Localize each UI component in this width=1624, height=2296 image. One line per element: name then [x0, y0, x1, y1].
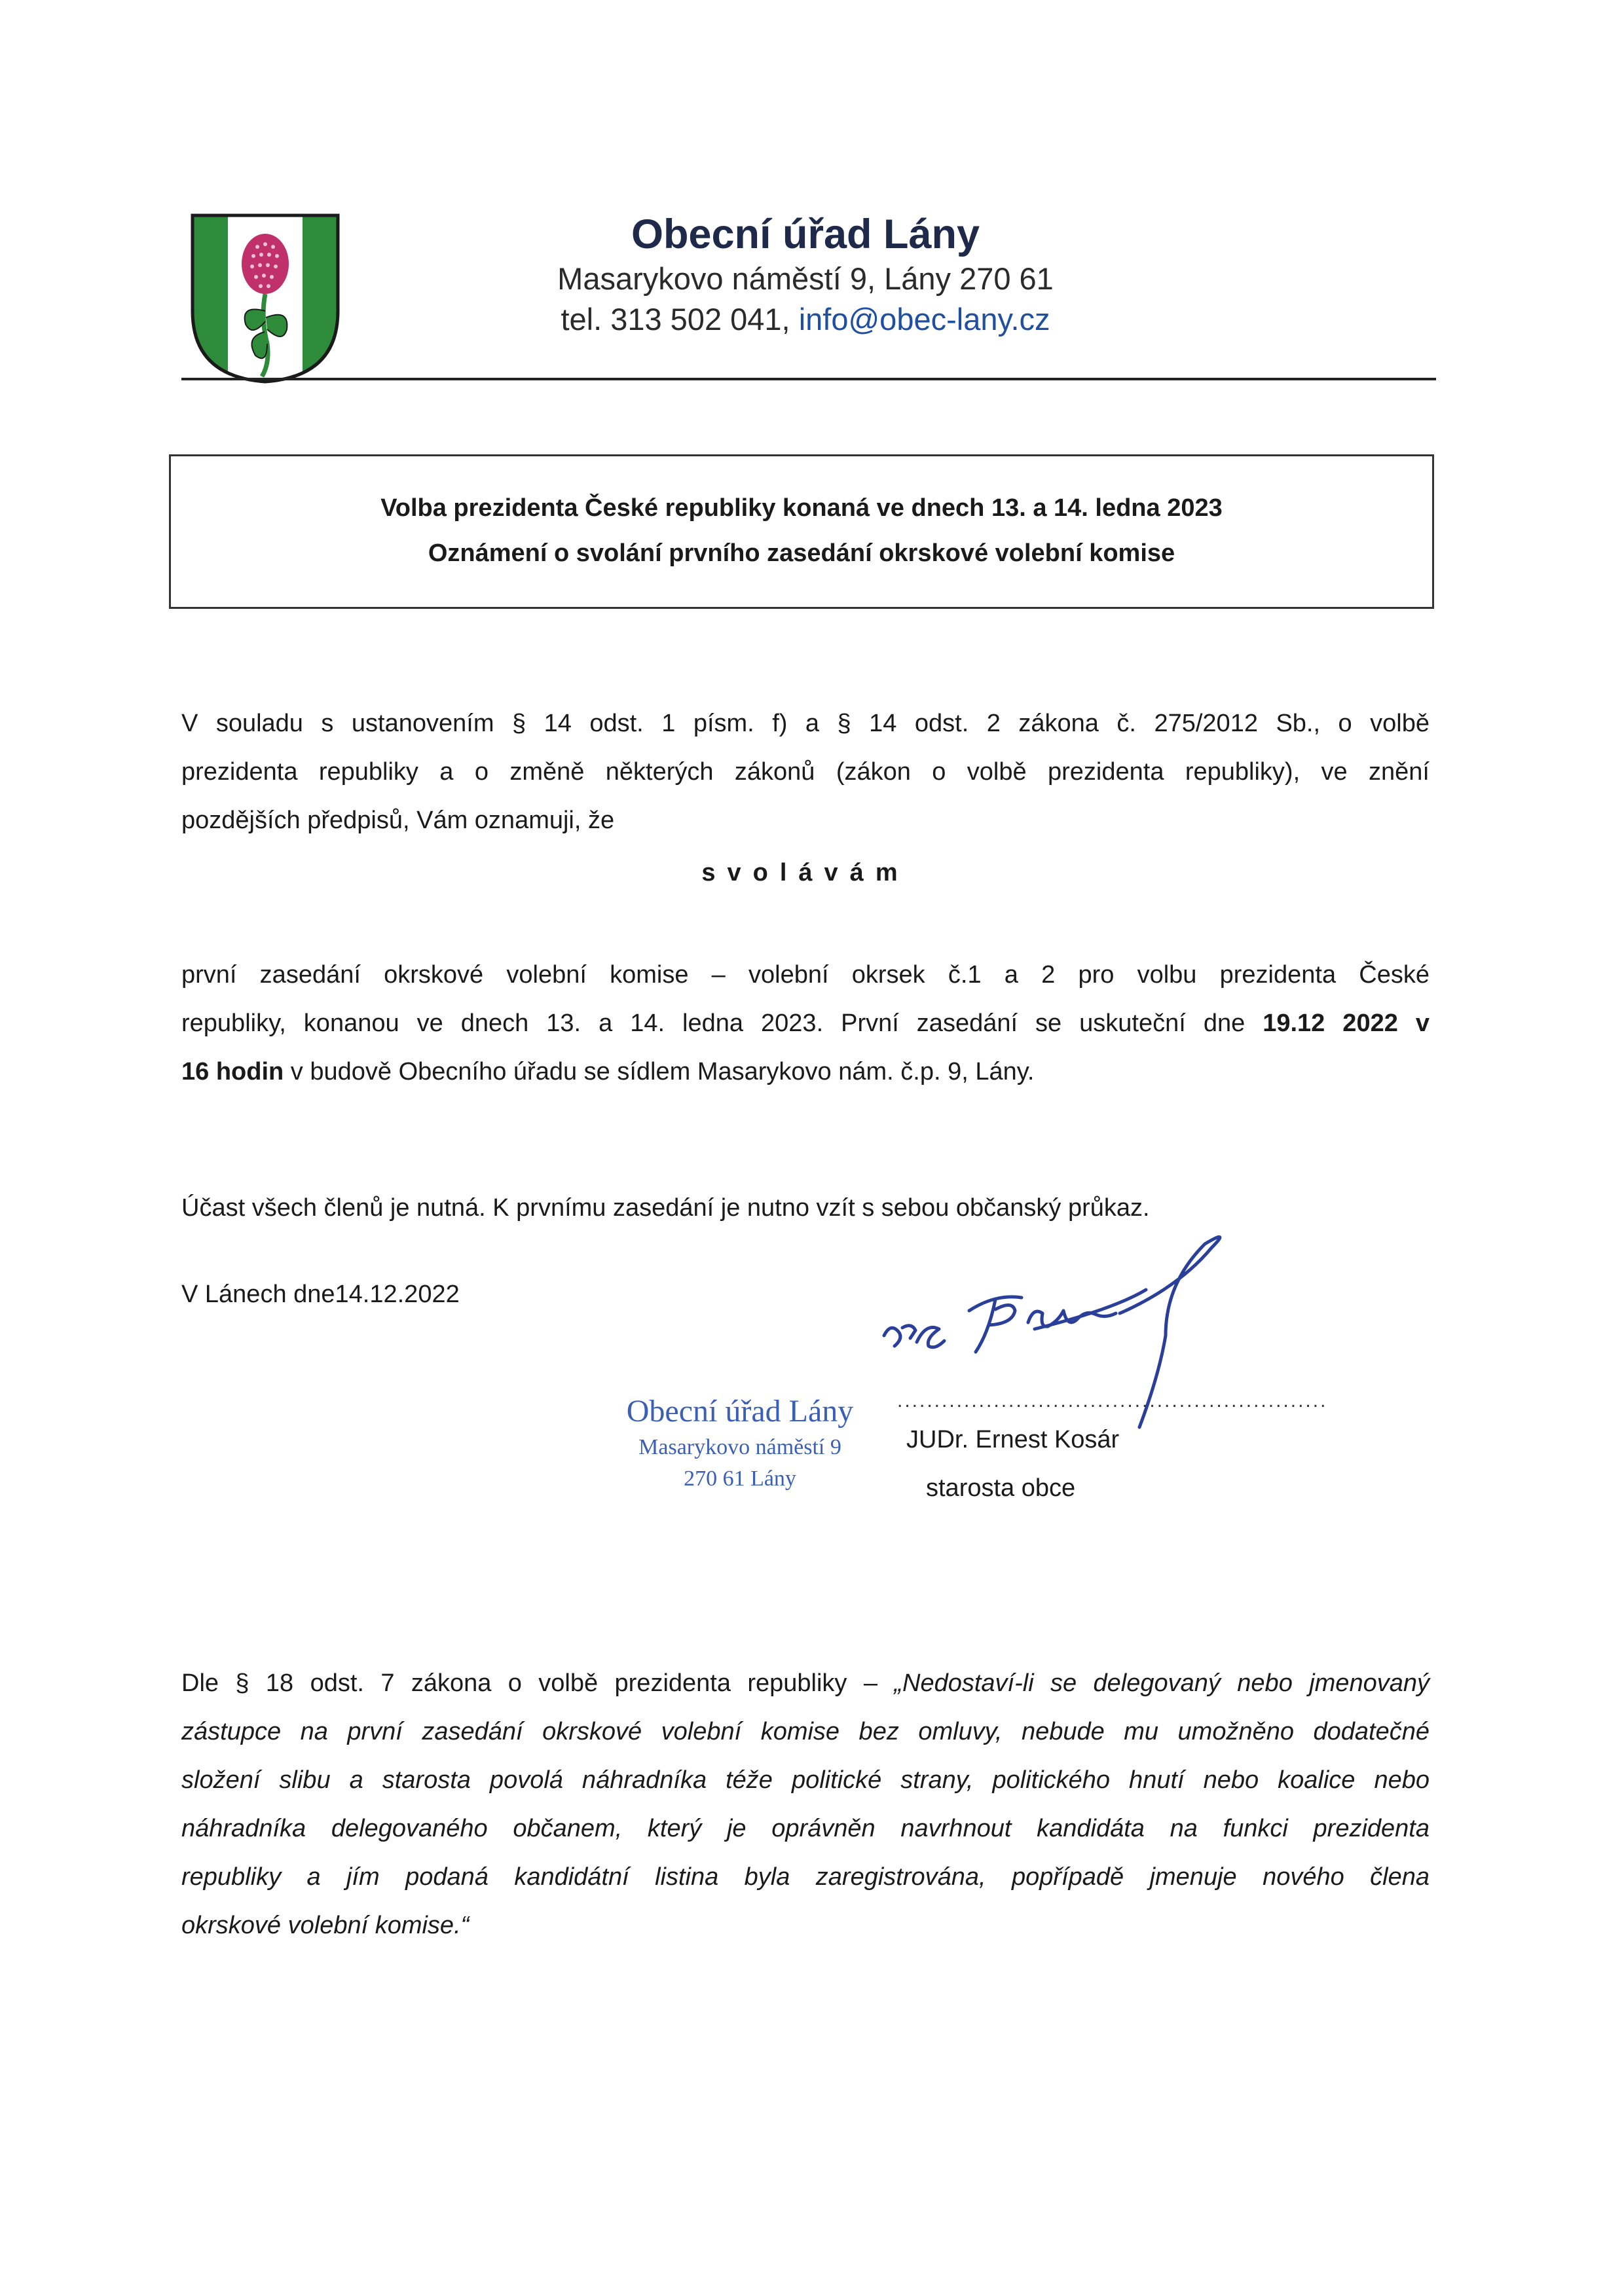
office-name: Obecní úřad Lány [631, 211, 980, 257]
meeting-line-2-text: republiky, konanou ve dnech 13. a 14. ledna 2023. První zasedání se uskuteční dne [181, 1010, 1246, 1037]
footer-line-3: složení slibu a starosta povolá náhradníka téže politické strany, politického hnutí nebo koalice nebo [181, 1766, 1430, 1794]
signature-line: .......................................................... [897, 1390, 1328, 1412]
meeting-line-2 [181, 999, 1430, 1048]
office-email-link[interactable]: info@obec-lany.cz [798, 302, 1050, 337]
document-title: Volba prezidenta České republiky konaná ve dnech 13. a 14. ledna 2023 [380, 494, 1223, 522]
footer-line-4: náhradníka delegovaného občanem, který je oprávněn navrhnout kandidáta na funkci prezidenta [181, 1815, 1430, 1842]
place-and-date: V Lánech dne14.12.2022 [181, 1281, 460, 1308]
municipal-coat-of-arms [190, 213, 341, 384]
attendance-note: Účast všech členů je nutná. K prvnímu zasedání je nutno vzít s sebou občanský průkaz. [181, 1194, 1150, 1222]
stamp-office-name: Obecní úřad Lány [626, 1394, 854, 1429]
office-contact [524, 301, 1087, 337]
meeting-v: v [1415, 1010, 1430, 1037]
convene-heading: svolávám [701, 859, 910, 886]
meeting-line-1: první zasedání okrskové volební komise – volební okrsek č.1 a 2 pro volbu prezidenta České [181, 961, 1430, 989]
meeting-line-3 [181, 1048, 1430, 1096]
intro-line-3: pozdějších předpisů, Vám oznamuji, že [181, 807, 615, 834]
footer-line-5: republiky a jím podaná kandidátní listina byla zaregistrována, popřípadě jmenuje nového člena [181, 1863, 1430, 1891]
footer-line-6: okrskové volební komise.“ [181, 1912, 470, 1939]
signatory-name: JUDr. Ernest Kosár [906, 1426, 1120, 1453]
footer-citation: Dle § 18 odst. 7 zákona o volbě prezidenta republiky – [181, 1669, 877, 1697]
stamp-address: Masarykovo náměstí 9 [638, 1435, 841, 1459]
document-subtitle: Oznámení o svolání prvního zasedání okrskové volební komise [428, 539, 1175, 567]
footer-line-1 [181, 1659, 1430, 1707]
title-box [169, 454, 1434, 609]
office-address: Masarykovo náměstí 9, Lány 270 61 [557, 261, 1054, 296]
header-divider [181, 378, 1436, 380]
stamp-postcode: 270 61 Lány [684, 1467, 796, 1491]
meeting-time: 16 hodin [181, 1058, 284, 1085]
signatory-role: starosta obce [926, 1474, 1076, 1502]
meeting-place: v budově Obecního úřadu se sídlem Masarykovo nám. č.p. 9, Lány. [290, 1058, 1035, 1085]
footer-line-2: zástupce na první zasedání okrskové volební komise bez omluvy, nebude mu umožněno dodatečné [181, 1718, 1430, 1745]
intro-line-1: V souladu s ustanovením § 14 odst. 1 písm. f) a § 14 odst. 2 zákona č. 275/2012 Sb., o volbě [181, 710, 1430, 737]
meeting-date: 19.12 2022 [1263, 1010, 1398, 1037]
intro-line-2: prezidenta republiky a o změně některých zákonů (zákon o volbě prezidenta republiky), ve znění [181, 758, 1430, 786]
footer-quote-start: „Nedostaví-li se delegovaný nebo jmenovaný [894, 1669, 1430, 1697]
office-phone: tel. 313 502 041, [561, 302, 790, 337]
